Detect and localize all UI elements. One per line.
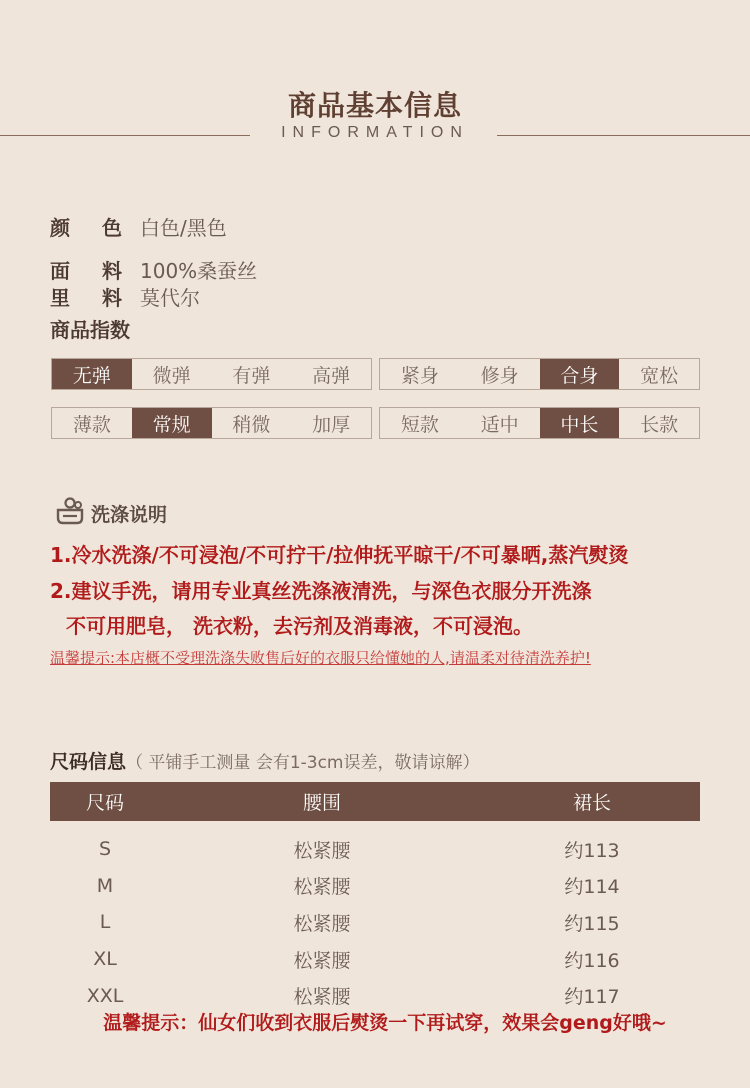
- table-row: [50, 831, 700, 868]
- index-fit: [379, 358, 700, 390]
- size-table-header: [50, 782, 700, 821]
- index-option: 适中: [480, 413, 519, 436]
- cell-length: 约116: [564, 949, 620, 972]
- fitting-tip: 温馨提示：仙女们收到衣服后熨烫一下再试穿，效果会geng好哦~: [103, 1012, 667, 1034]
- col-size: 尺码: [50, 782, 160, 821]
- cell-length: 约117: [564, 986, 620, 1009]
- property-color: [50, 212, 227, 241]
- page-title: 商品基本信息: [287, 89, 462, 122]
- index-thickness: [51, 407, 372, 439]
- col-length: 裙长: [484, 782, 700, 821]
- size-table: [50, 782, 700, 1014]
- index-option: 常规: [132, 408, 212, 438]
- size-subtitle: （ 平铺手工测量 会有1-3cm误差，敬请谅解）: [126, 753, 480, 773]
- index-elasticity: [51, 358, 372, 390]
- index-option: 加厚: [312, 413, 351, 436]
- index-option: 高弹: [312, 364, 351, 387]
- cell-waist: 松紧腰: [293, 876, 351, 899]
- index-length: [379, 407, 700, 439]
- washing-basin-icon: [55, 496, 85, 530]
- property-value: 莫代尔: [140, 286, 200, 310]
- index-option: 中长: [540, 408, 620, 438]
- cell-size: XL: [93, 948, 117, 971]
- cell-size: L: [99, 911, 111, 934]
- cell-length: 约114: [564, 876, 620, 899]
- property-fabric: [50, 255, 257, 284]
- cell-waist: 松紧腰: [293, 839, 351, 862]
- index-option: 修身: [480, 364, 519, 387]
- wash-title: 洗涤说明: [91, 503, 168, 526]
- property-label: 面 料: [50, 259, 122, 283]
- wash-header: [55, 496, 167, 530]
- index-option: 稍微: [232, 413, 271, 436]
- index-option: 紧身: [400, 364, 439, 387]
- cell-size: S: [98, 838, 112, 861]
- property-value: 白色/黑色: [140, 216, 227, 240]
- col-waist: 腰围: [160, 782, 484, 821]
- index-option: 长款: [640, 413, 679, 436]
- index-option: 无弹: [52, 359, 132, 389]
- cell-waist: 松紧腰: [293, 949, 351, 972]
- cell-waist: 松紧腰: [293, 986, 351, 1009]
- cell-length: 约113: [564, 839, 620, 862]
- size-header: [50, 747, 480, 774]
- table-row: [50, 904, 700, 941]
- index-option: 微弹: [152, 364, 191, 387]
- index-option: 短款: [400, 413, 439, 436]
- property-label: 颜 色: [50, 216, 122, 240]
- wash-line-2: 2.建议手洗，请用专业真丝洗涤液清洗，与深色衣服分开洗涤: [50, 579, 592, 603]
- property-value: 100%桑蚕丝: [140, 259, 258, 283]
- index-option: 薄款: [72, 413, 111, 436]
- property-lining: [50, 282, 200, 311]
- wash-line-3: 不可用肥皂， 洗衣粉，去污剂及消毒液，不可浸泡。: [66, 614, 533, 638]
- table-row: [50, 868, 700, 905]
- index-option: 合身: [540, 359, 620, 389]
- table-row: [50, 941, 700, 978]
- size-title: 尺码信息: [50, 751, 127, 773]
- index-option: 宽松: [640, 364, 679, 387]
- wash-note: 温馨提示:本店概不受理洗涤失败售后好的衣服只给懂她的人,请温柔对待清洗养护!: [50, 649, 591, 667]
- index-title: 商品指数: [50, 318, 130, 342]
- wash-line-1: 1.冷水洗涤/不可浸泡/不可拧干/拉伸抚平晾干/不可暴晒,蒸汽熨烫: [50, 543, 629, 567]
- page-subtitle: INFORMATION: [281, 124, 469, 141]
- index-option: 有弹: [232, 364, 271, 387]
- property-label: 里 料: [50, 286, 122, 310]
- cell-size: M: [96, 874, 114, 897]
- cell-length: 约115: [564, 912, 620, 935]
- cell-size: XXL: [86, 984, 124, 1007]
- cell-waist: 松紧腰: [293, 912, 351, 935]
